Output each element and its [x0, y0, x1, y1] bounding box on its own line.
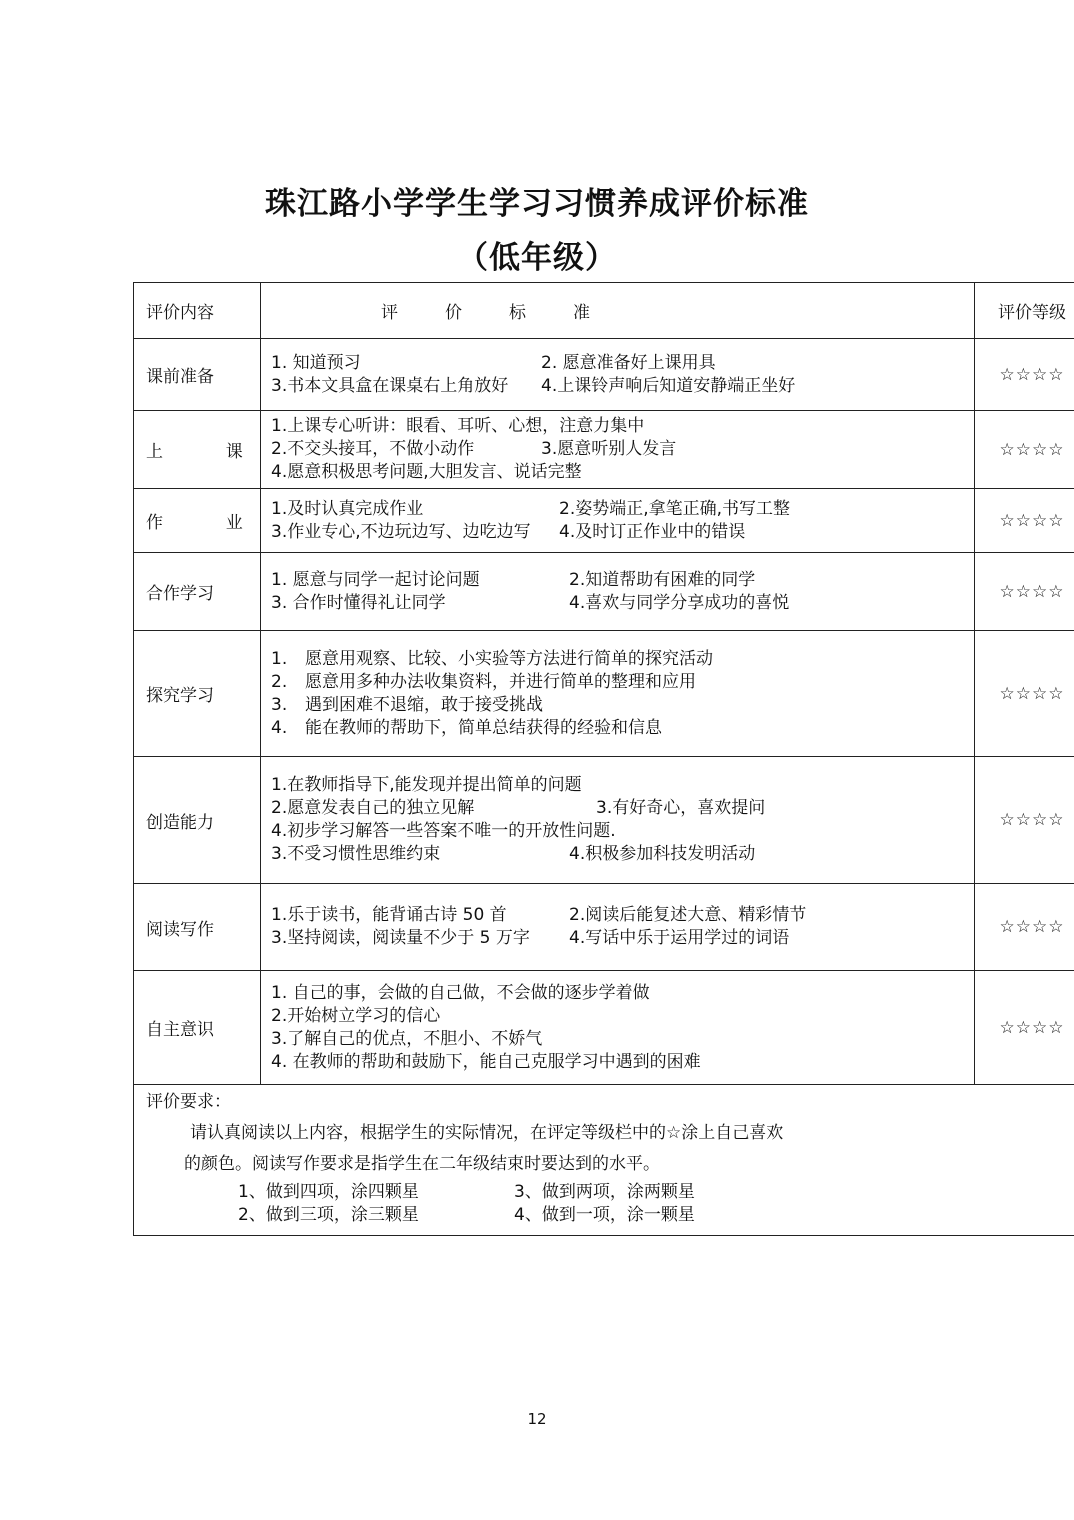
standard-item: 3.书本文具盒在课桌右上角放好 [271, 375, 509, 396]
row-standards [261, 631, 975, 757]
rating-stars[interactable]: ☆☆☆☆ [975, 411, 1074, 489]
standard-item: 1.在教师指导下,能发现并提出简单的问题 [271, 775, 582, 795]
header-level: 评价等级 [975, 283, 1074, 339]
standard-line [271, 694, 964, 717]
row-category: 创造能力 [134, 757, 261, 884]
standard-line [271, 797, 964, 820]
standard-line [271, 1051, 964, 1074]
rating-stars[interactable]: ☆☆☆☆ [975, 339, 1074, 411]
standard-line [271, 438, 964, 461]
standard-item: 3.坚持阅读，阅读量不少于 5 万字 [271, 928, 530, 948]
standard-line [271, 671, 964, 694]
standard-line [271, 843, 964, 866]
standard-item: 4.愿意积极思考问题,大胆发言、说话完整 [271, 462, 582, 482]
item-number: 1. [271, 648, 288, 669]
standard-item: 2.开始树立学习的信心 [271, 1005, 441, 1026]
standard-item: 1. 知道预习 [271, 352, 361, 373]
rating-stars[interactable]: ☆☆☆☆ [975, 553, 1074, 631]
standard-item: 4.上课铃声响后知道安静端正坐好 [541, 375, 796, 396]
standard-line [271, 569, 964, 592]
row-category-label: 作 业 [146, 513, 243, 533]
requirement-item: 3、做到两项，涂两颗星 [514, 1182, 695, 1202]
standard-item: 1. 自己的事，会做的自己做，不会做的逐步学着做 [271, 982, 650, 1003]
row-standards [261, 489, 975, 553]
standard-item: 3.了解自己的优点，不胆小、不娇气 [271, 1028, 543, 1049]
table-row [134, 971, 1074, 1085]
page-title: 珠江路小学学生学习习惯养成评价标准 [265, 186, 809, 222]
standard-line [271, 592, 964, 615]
table-row [134, 553, 1074, 631]
requirements-title: 评价要求： [146, 1092, 231, 1112]
standard-line [271, 521, 964, 544]
standard-item: 2.阅读后能复述大意、精彩情节 [569, 905, 807, 925]
standard-item: 1. 愿意与同学一起讨论问题 [271, 569, 480, 590]
header-standard-char: 评 [381, 303, 398, 323]
standard-item: 3.不受习惯性思维约束 [271, 844, 441, 864]
evaluation-table [133, 282, 1074, 1236]
standard-line [271, 774, 964, 797]
row-category: 阅读写作 [134, 884, 261, 971]
standard-line [271, 352, 964, 375]
standard-line [271, 1028, 964, 1051]
requirements-paragraph: 请认真阅读以上内容，根据学生的实际情况，在评定等级栏中的☆涂上自己喜欢 [190, 1123, 784, 1143]
requirement-item: 2、做到三项，涂三颗星 [238, 1205, 419, 1225]
requirement-item: 1、做到四项，涂四颗星 [238, 1182, 419, 1202]
table-row [134, 411, 1074, 489]
item-number: 3. [271, 694, 288, 715]
standard-item: 3.愿意听别人发言 [541, 439, 677, 459]
requirements-list [146, 1181, 1074, 1227]
header-standard [261, 283, 975, 339]
table-row [134, 757, 1074, 884]
standard-item: 3. 合作时懂得礼让同学 [271, 592, 446, 613]
standard-line [271, 1005, 964, 1028]
standard-item: 3.有好奇心，喜欢提问 [596, 798, 766, 818]
standard-item: 能在教师的帮助下，简单总结获得的经验和信息 [305, 717, 662, 738]
row-category [134, 411, 261, 489]
standard-item: 1.乐于读书，能背诵古诗 50 首 [271, 905, 507, 925]
row-category [134, 489, 261, 553]
standard-item: 2.不交头接耳，不做小动作 [271, 439, 475, 459]
standard-item: 4.及时订正作业中的错误 [559, 521, 746, 542]
standard-line [271, 498, 964, 521]
standard-item: 愿意用多种办法收集资料，并进行简单的整理和应用 [305, 671, 696, 692]
header-standard-char: 准 [573, 303, 590, 323]
standard-item: 4.喜欢与同学分享成功的喜悦 [569, 592, 790, 613]
row-standards [261, 553, 975, 631]
standard-line [271, 375, 964, 398]
row-category-label: 上 课 [146, 442, 243, 462]
item-number: 4. [271, 717, 288, 738]
page-subtitle: （低年级） [457, 240, 617, 276]
requirements-paragraph: 的颜色。阅读写作要求是指学生在二年级结束时要达到的水平。 [184, 1154, 660, 1174]
standard-line [271, 982, 964, 1005]
standard-line [271, 904, 964, 927]
standard-line [271, 820, 964, 843]
rating-stars[interactable]: ☆☆☆☆ [975, 631, 1074, 757]
standard-line [271, 415, 964, 438]
row-category: 合作学习 [134, 553, 261, 631]
standard-line [271, 927, 964, 950]
rating-stars[interactable]: ☆☆☆☆ [975, 489, 1074, 553]
standard-line [271, 461, 964, 484]
standard-item: 遇到困难不退缩，敢于接受挑战 [305, 694, 543, 715]
row-category: 自主意识 [134, 971, 261, 1085]
requirement-item: 4、做到一项，涂一颗星 [514, 1205, 695, 1225]
standard-item: 2.姿势端正,拿笔正确,书写工整 [559, 498, 791, 519]
requirements-row [134, 1085, 1074, 1236]
standard-item: 2.愿意发表自己的独立见解 [271, 798, 475, 818]
table-row [134, 489, 1074, 553]
header-category: 评价内容 [134, 283, 261, 339]
row-category: 探究学习 [134, 631, 261, 757]
standard-item: 4.积极参加科技发明活动 [569, 844, 756, 864]
table-row [134, 884, 1074, 971]
standard-line [271, 648, 964, 671]
page-number: 12 [527, 1410, 547, 1428]
standard-line [271, 717, 964, 740]
rating-stars[interactable]: ☆☆☆☆ [975, 971, 1074, 1085]
standard-item: 愿意用观察、比较、小实验等方法进行简单的探究活动 [305, 648, 713, 669]
item-number: 2. [271, 671, 288, 692]
row-category: 课前准备 [134, 339, 261, 411]
row-standards [261, 339, 975, 411]
header-standard-char: 标 [509, 303, 526, 323]
standard-item: 2. 愿意准备好上课用具 [541, 352, 716, 373]
row-standards [261, 884, 975, 971]
row-standards [261, 757, 975, 884]
standard-item: 4.初步学习解答一些答案不唯一的开放性问题. [271, 821, 616, 841]
table-header-row [134, 283, 1074, 339]
requirements-cell [134, 1085, 1074, 1236]
table-row [134, 339, 1074, 411]
standard-item: 1.上课专心听讲：眼看、耳听、心想，注意力集中 [271, 416, 645, 436]
row-standards [261, 411, 975, 489]
rating-stars[interactable]: ☆☆☆☆ [975, 757, 1074, 884]
standard-item: 4. 在教师的帮助和鼓励下，能自己克服学习中遇到的困难 [271, 1051, 701, 1072]
standard-item: 2.知道帮助有困难的同学 [569, 569, 756, 590]
standard-item: 1.及时认真完成作业 [271, 498, 424, 519]
table-row [134, 631, 1074, 757]
standard-item: 3.作业专心,不边玩边写、边吃边写 [271, 521, 531, 542]
row-standards [261, 971, 975, 1085]
standard-item: 4.写话中乐于运用学过的词语 [569, 928, 790, 948]
header-standard-char: 价 [445, 303, 462, 323]
rating-stars[interactable]: ☆☆☆☆ [975, 884, 1074, 971]
